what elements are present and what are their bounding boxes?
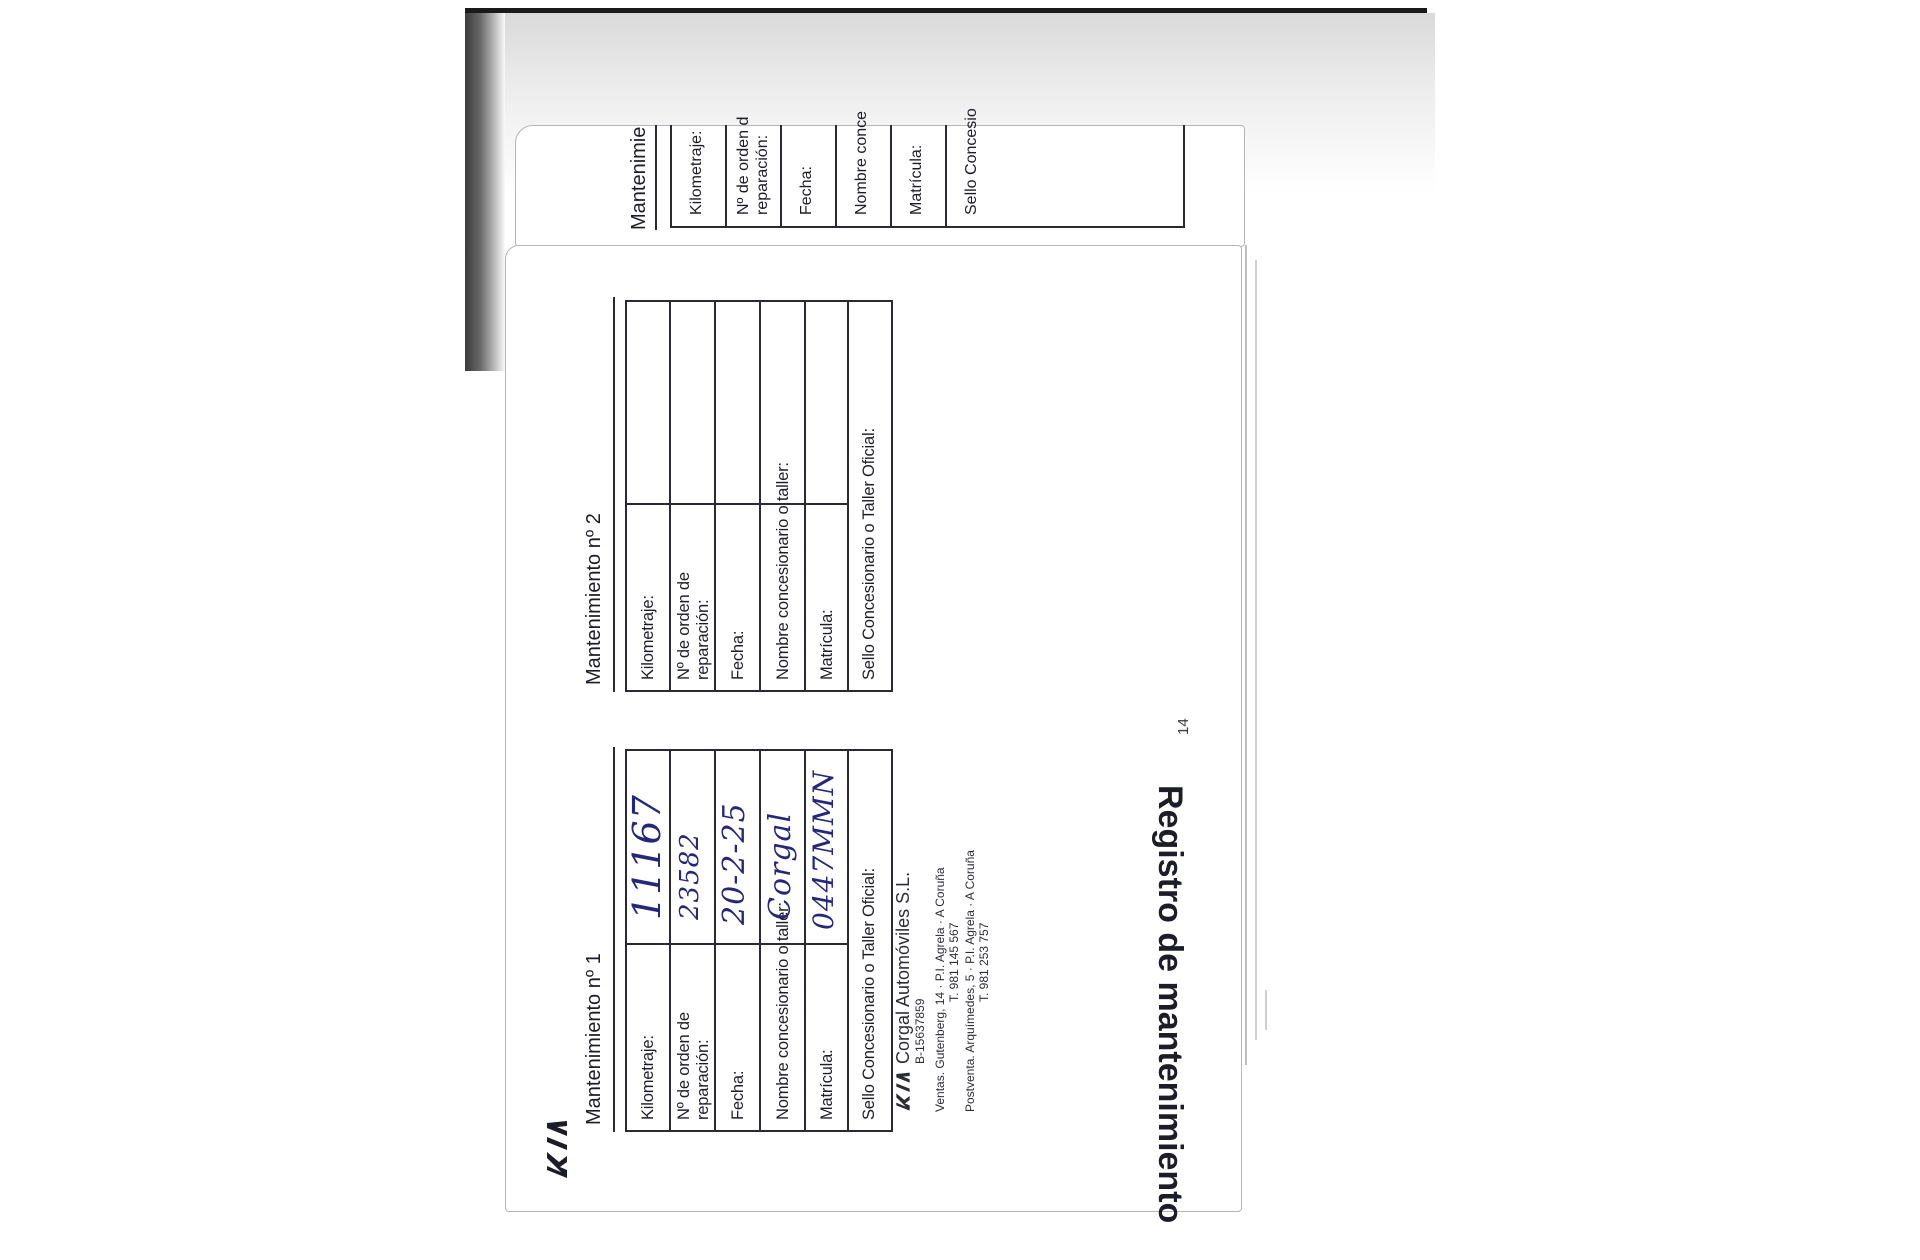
scanner-shadow-left <box>465 13 505 371</box>
stamp-line1: Ventas. Gutenberg, 14 · P.I. Agrela · A Coruña <box>933 867 947 1112</box>
page-title: Registro de mantenimiento <box>1151 785 1189 1224</box>
next-row-sep <box>780 125 782 228</box>
m2-label-kilometraje: Kilometraje: <box>639 595 657 680</box>
kia-logo-icon <box>545 1120 569 1180</box>
page-edge-line <box>1255 260 1257 1040</box>
next-page-title: Mantenimie <box>628 126 650 230</box>
m1-col-divider <box>625 944 847 946</box>
stamp-line4: T. 981 253 757 <box>977 922 991 1002</box>
m1-label-fecha: Fecha: <box>729 1070 747 1120</box>
next-label-nombre: Nombre conce <box>853 110 870 215</box>
m2-row-sep <box>669 300 671 692</box>
m1-row-sep <box>669 749 671 1132</box>
m1-label-kilometraje: Kilometraje: <box>639 1035 657 1120</box>
page-edge-line <box>1245 245 1247 1065</box>
mantenimiento-1-rule <box>613 747 615 1132</box>
m2-row-sep <box>847 300 849 692</box>
m2-row-sep <box>759 300 761 692</box>
m2-label-fecha: Fecha: <box>729 630 747 680</box>
m1-label-matricula: Matrícula: <box>818 1049 836 1120</box>
m1-value-fecha: 20-2-25 <box>717 802 752 925</box>
m1-label-nombre: Nombre concesionario o taller: <box>774 902 792 1120</box>
m2-col-divider <box>625 504 847 506</box>
m2-row-sep <box>804 300 806 692</box>
next-row-sep <box>945 125 947 228</box>
m2-row-sep <box>714 300 716 692</box>
stamp-cif: B-15637859 <box>913 998 927 1064</box>
next-row-sep <box>890 125 892 228</box>
m1-row-sep <box>847 749 849 1132</box>
rotated-page-content <box>505 250 1230 1224</box>
kia-logo <box>545 1120 569 1180</box>
m2-label-matricula: Matrícula: <box>818 609 836 680</box>
mantenimiento-2-rule <box>613 297 615 692</box>
next-page-rule <box>655 125 657 230</box>
mantenimiento-1-title: Mantenimiento nº 1 <box>583 953 605 1125</box>
m1-row-sep <box>804 749 806 1132</box>
m2-label-nombre: Nombre concesionario o taller: <box>774 462 792 680</box>
m1-label-orden-1: Nº de orden de <box>675 1012 693 1120</box>
m1-row-sep <box>714 749 716 1132</box>
next-label-orden-1: Nº de orden d <box>735 116 752 215</box>
m2-label-orden-1: Nº de orden de <box>675 572 693 680</box>
m1-value-kilometraje: 11167 <box>625 794 669 920</box>
next-label-fecha: Fecha: <box>798 166 815 215</box>
m2-label-orden-2: reparación: <box>694 599 712 680</box>
next-label-orden-2: reparación: <box>754 134 771 215</box>
next-label-kilometraje: Kilometraje: <box>688 130 705 215</box>
m1-value-nombre: Corgal <box>763 811 798 920</box>
next-label-matricula: Matrícula: <box>908 144 925 215</box>
m2-label-sello: Sello Concesionario o Taller Oficial: <box>860 428 878 680</box>
page-edge-line <box>1265 990 1267 1030</box>
stamp-line3: Postventa. Arquímedes, 5 · P.I. Agrela · A Coruña <box>963 850 977 1112</box>
page-number: 14 <box>1175 718 1192 735</box>
next-label-sello: Sello Concesio <box>963 108 980 215</box>
stamp-name: Corgal Automóviles S.L. <box>893 871 913 1064</box>
m1-value-orden: 23582 <box>675 832 705 920</box>
stamp-line2: T. 981 145 567 <box>947 922 961 1002</box>
stamp-kia-logo-icon <box>895 1072 911 1112</box>
next-row-sep <box>725 125 727 228</box>
m1-label-orden-2: reparación: <box>694 1039 712 1120</box>
mantenimiento-2-title: Mantenimiento nº 2 <box>583 513 605 685</box>
m1-value-matricula: 0447MMN <box>807 769 840 930</box>
m1-row-sep <box>759 749 761 1132</box>
m1-label-sello: Sello Concesionario o Taller Oficial: <box>860 868 878 1120</box>
next-row-sep <box>835 125 837 228</box>
